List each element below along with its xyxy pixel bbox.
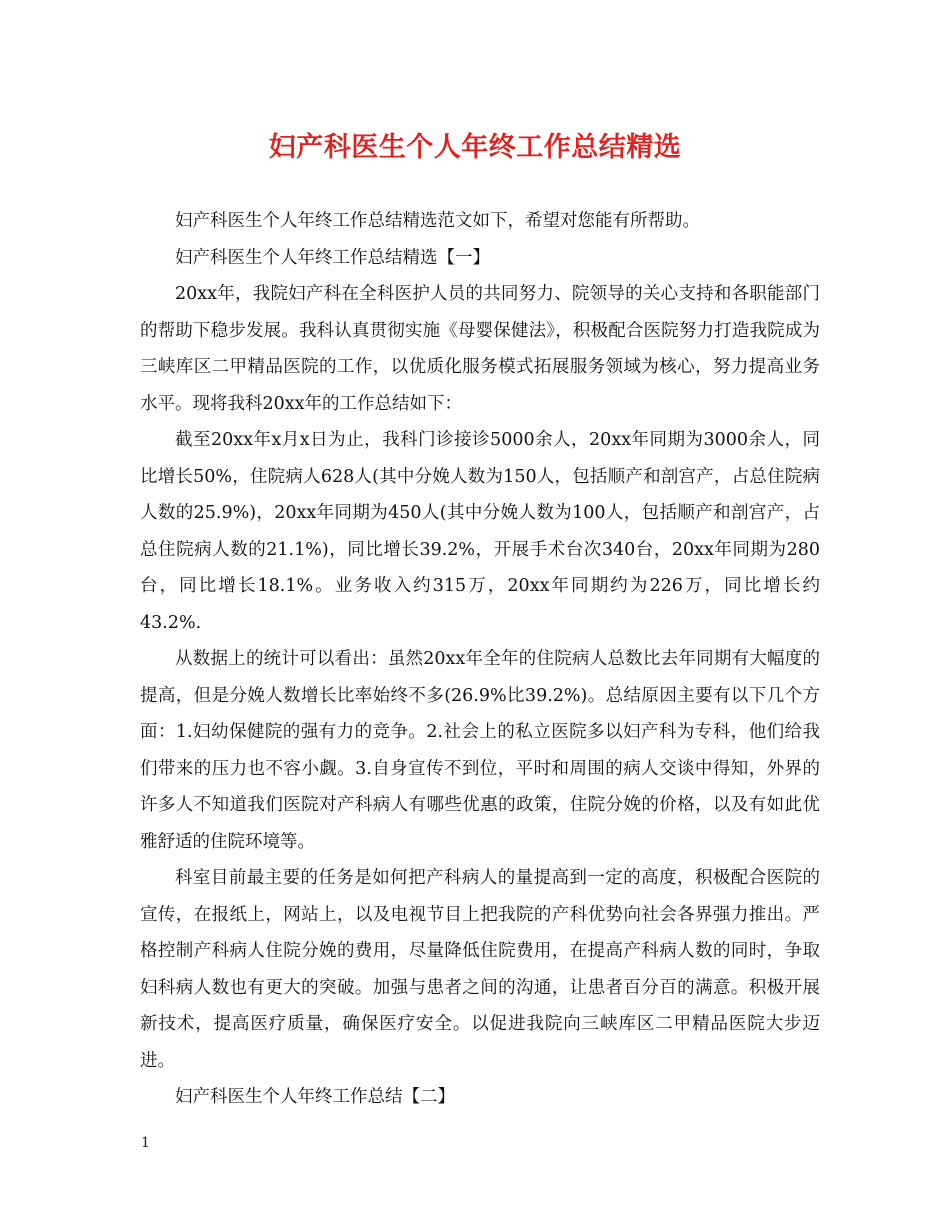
page-number: 1 xyxy=(141,1135,150,1151)
body-paragraph: 20xx年，我院妇产科在全科医护人员的共同努力、院领导的关心支持和各职能部门的帮助下稳步发展。我科认真贯彻实施《母婴保健法》，积极配合医院努力打造我院成为三峡库区二甲精品医院的工作，以优质化服务模式拓展服务领域为核心，努力提高业务水平。现将我科20xx年的工作总结如下： xyxy=(140,284,820,414)
section-heading-one: 妇产科医生个人年终工作总结精选【一】 xyxy=(175,247,490,268)
intro-paragraph: 妇产科医生个人年终工作总结精选范文如下，希望对您能有所帮助。 xyxy=(175,211,700,231)
section-heading-two: 妇产科医生个人年终工作总结【二】 xyxy=(175,1087,455,1107)
document-title: 妇产科医生个人年终工作总结精选 xyxy=(268,132,682,163)
body-paragraph: 科室目前最主要的任务是如何把产科病人的量提高到一定的高度，积极配合医院的宣传，在报纸上，网站上，以及电视节目上把我院的产科优势向社会各界强力推出。严格控制产科病人住院分娩的费用，尽量降低住院费用，在提高产科病人数的同时，争取妇科病人数也有更大的突破。加强与患者之间的沟通，让患者百分百的满意。积极开展新技术，提高医疗质量，确保医疗安全。以促进我院向三峡库区二甲精品医院大步迈进。 xyxy=(140,868,820,1071)
document-body xyxy=(140,203,820,1116)
body-paragraph: 截至20xx年x月x日为止，我科门诊接诊5000余人，20xx年同期为3000余人，同比增长50%，住院病人628人(其中分娩人数为150人，包括顺产和剖宫产，占总住院病人数的25.9%)，20xx年同期为450人(其中分娩人数为100人，包括顺产和剖宫产，占总住院病人数的21.1%)，同比增长39.2%，开展手术台次340台，20xx年同期为280台，同比增长18.1%。业务收入约315万，20xx年同期约为226万，同比增长约43.2%. xyxy=(140,430,820,633)
body-paragraph: 从数据上的统计可以看出：虽然20xx年全年的住院病人总数比去年同期有大幅度的提高，但是分娩人数增长比率始终不多(26.9%比39.2%)。总结原因主要有以下几个方面：1.妇幼保健院的强有力的竞争。2.社会上的私立医院多以妇产科为专科，他们给我们带来的压力也不容小觑。3.自身宣传不到位，平时和周围的病人交谈中得知，外界的许多人不知道我们医院对产科病人有哪些优惠的政策，住院分娩的价格，以及有如此优雅舒适的住院环境等。 xyxy=(140,649,820,852)
